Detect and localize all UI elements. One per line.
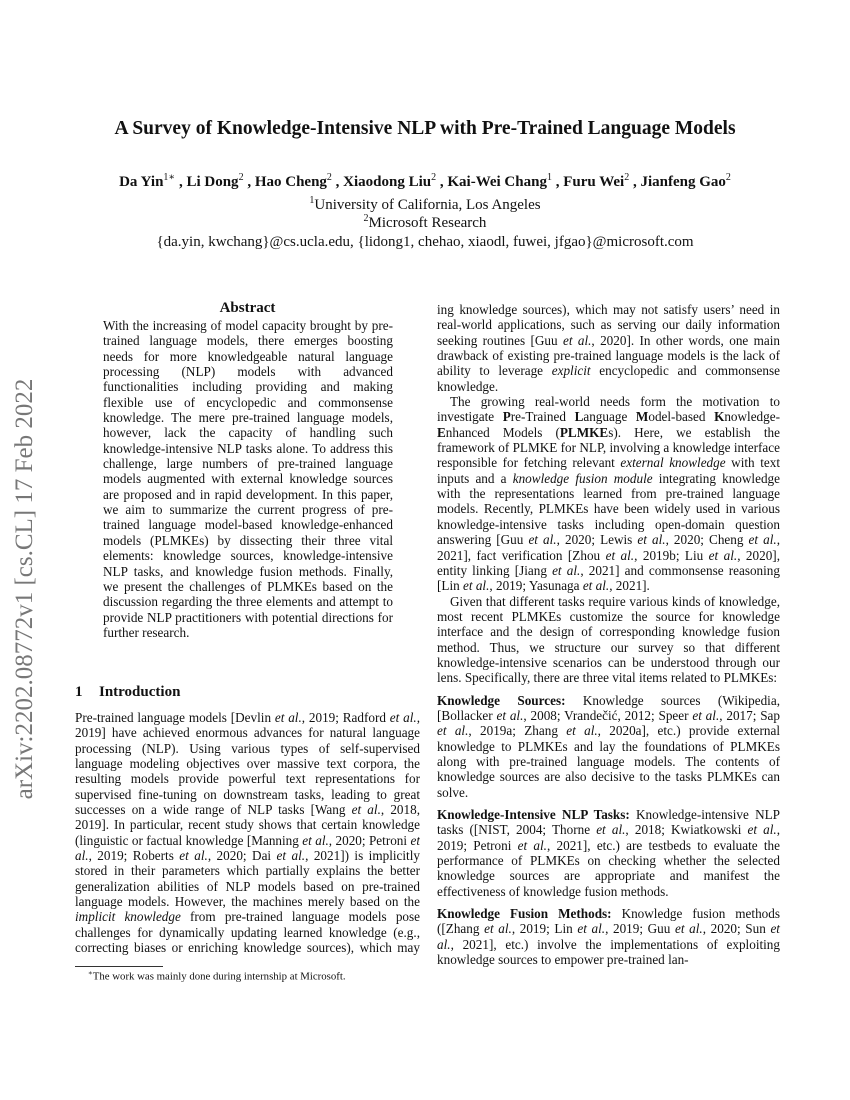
- text-run: , 2019] have achieved enormous advances for natural language processing (NLP). Using various types of self-supervised language modeling objectives over massive text corpora, the resulting models provide powerful text representations for supervised fine-tuning on downstream tasks, leading to great successes on a wide range of NLP tasks [Wang: [75, 710, 420, 818]
- footnote-text: The work was mainly done during internship at Microsoft.: [92, 970, 346, 983]
- italic-text: et al.: [596, 822, 626, 838]
- text-run: anguage: [583, 409, 636, 425]
- paper-title: A Survey of Knowledge-Intensive NLP with Pre-Trained Language Models: [114, 118, 736, 139]
- text-run: , 2020; Sun: [702, 921, 771, 937]
- arxiv-stamp: arXiv:2202.08772v1 [cs.CL] 17 Feb 2022: [11, 378, 38, 800]
- text-run: , 2019; Petroni: [437, 822, 781, 853]
- author: [447, 174, 552, 190]
- text-run: , 2019a; Zhang: [468, 723, 567, 739]
- text-run: odel-based: [648, 409, 715, 425]
- text-run: , 2020; Cheng: [665, 532, 749, 548]
- text-run: Knowledge fusion methods ([Zhang: [437, 906, 780, 937]
- bold-text: E: [437, 424, 446, 440]
- italic-text: et al.: [389, 710, 417, 725]
- text-run: re-Trained: [510, 409, 575, 425]
- italic-text: et al.: [437, 723, 469, 739]
- italic-text: et al.: [274, 710, 302, 725]
- text-run: s). Here, we establish the framework of PLMKE for NLP, involving a knowledge interface responsible for fetching relevant: [437, 424, 780, 471]
- author-name: Jianfeng Gao: [640, 174, 726, 190]
- italic-text: et al.: [302, 832, 329, 848]
- text-run: , 2019b; Liu: [634, 547, 709, 563]
- bold-text: PLMKE: [559, 424, 609, 440]
- affiliation-2: [0, 213, 850, 232]
- italic-text: knowledge fusion module: [512, 470, 653, 486]
- italic-text: et al.: [582, 578, 610, 594]
- bold-text: Knowledge Fusion Methods:: [437, 906, 612, 922]
- text-run: ing knowledge sources), which may not satisfy users’ need in real-world applications, such as serving our daily information seeking routines [Guu: [437, 302, 780, 348]
- affiliation-name: Microsoft Research: [368, 215, 487, 231]
- italic-text: external knowledge: [620, 455, 726, 471]
- bold-text: M: [635, 409, 649, 425]
- right-column: [437, 302, 780, 967]
- italic-text: et al.: [276, 848, 306, 864]
- text-run: , 2021]) is implicitly stored in their parameters which partially explains the better generalization abilities of NLP models based on pre-trained language models. However, the machines merely based on the: [75, 848, 420, 910]
- intro-paragraph-plmke: [437, 394, 780, 593]
- text-run: , 2021], etc.) are testbeds to evaluate the performance of PLMKEs on checking whether the selected knowledge sources are appropriate and manifest the effectiveness of knowledge fusion methods.: [437, 837, 780, 899]
- italic-text: et al.: [517, 837, 547, 853]
- italic-text: et al.: [747, 822, 777, 838]
- author-affiliation-marker: 1: [546, 172, 552, 183]
- italic-text: et al.: [605, 547, 635, 563]
- text-run: nhanced Models (: [445, 424, 560, 440]
- italic-text: et al.: [496, 707, 524, 723]
- author-affiliation-marker: 2: [431, 172, 437, 183]
- text-run: , 2021], fact verification [Zhou: [437, 532, 780, 563]
- text-run: Pre-trained language models [Devlin: [75, 710, 275, 725]
- introduction-left-column: [75, 710, 420, 955]
- text-run: nowledge-: [724, 409, 780, 425]
- intro-paragraph: [75, 710, 420, 955]
- italic-text: et al.: [351, 802, 381, 818]
- text-run: , 2021].: [609, 578, 650, 594]
- author-affiliation-marker: 2: [238, 172, 244, 183]
- text-run: , 2018, 2019]. In particular, recent study shows that certain knowledge (linguistic or factual knowledge [Manning: [75, 802, 420, 848]
- italic-text: implicit knowledge: [75, 909, 181, 925]
- italic-text: et al.: [562, 332, 592, 348]
- text-run: The growing real-world needs form the motivation to investigate: [437, 394, 780, 425]
- affiliation-1: [0, 195, 850, 214]
- author: [563, 174, 629, 190]
- abstract-body: [103, 318, 393, 640]
- text-run: , 2017; Sap: [719, 707, 781, 723]
- author-name: Xiaodong Liu: [343, 174, 432, 190]
- footnote: [88, 969, 346, 983]
- item-knowledge-intensive-tasks: [437, 807, 780, 899]
- italic-text: et al.: [637, 532, 666, 548]
- text-run: , 2020; Petroni: [328, 832, 411, 848]
- author-name: Li Dong: [186, 174, 239, 190]
- italic-text: et al.: [692, 707, 720, 723]
- footnote-mark: ∗: [88, 969, 93, 977]
- text-run: , 2019; Radford: [301, 710, 390, 725]
- item-knowledge-fusion-methods: [437, 906, 780, 967]
- bold-text: L: [574, 409, 584, 425]
- text-run: , 2019; Yasunaga: [489, 578, 583, 594]
- text-run: from pre-trained language models pose challenges for dynamically updating learned knowledge (e.g., correcting biases or enriching knowledge sources), which may: [75, 909, 420, 955]
- text-run: , 2019; Lin: [511, 921, 578, 937]
- italic-text: et al.: [437, 921, 780, 952]
- text-run: , 2018; Kwiatkowski: [625, 822, 748, 838]
- italic-text: et al.: [675, 921, 703, 937]
- italic-text: et al.: [75, 832, 420, 864]
- text-run: Knowledge sources (Wikipedia, [Bollacker: [437, 692, 780, 723]
- text-run: , 2020; Lewis: [556, 532, 638, 548]
- author: [343, 174, 436, 190]
- text-run: encyclopedic and commonsense knowledge.: [437, 363, 780, 394]
- italic-text: et al.: [577, 921, 606, 937]
- author-name: Furu Wei: [563, 174, 625, 190]
- item-knowledge-sources: [437, 693, 780, 800]
- italic-text: et al.: [748, 532, 777, 548]
- bold-text: P: [502, 409, 511, 425]
- author: [186, 174, 243, 190]
- text-run: Knowledge-intensive NLP tasks ([NIST, 2004; Thorne: [437, 807, 780, 838]
- text-run: , 2019; Guu: [605, 921, 675, 937]
- author-name: Kai-Wei Chang: [447, 174, 547, 190]
- author-emails: {da.yin, kwchang}@cs.ucla.edu, {lidong1, chehao, xiaodl, fuwei, jfgao}@microsoft.com: [156, 234, 694, 250]
- author: [640, 174, 730, 190]
- text-run: integrating knowledge with the representations learned from pre-trained language models. Recently, PLMKEs have been widely used in various knowledge-intensive tasks including open-domain question answering [Guu: [437, 470, 780, 548]
- text-run: Given that different tasks require various kinds of knowledge, most recent PLMKEs customize the source for knowledge interface and the design of corresponding knowledge fusion method. Thus, we structure our survey so that different knowledge-intensive scenarios can be understood through our lens. Specifically, there are three vital items related to PLMKEs:: [437, 593, 780, 686]
- affiliation-marker: 1: [309, 195, 315, 206]
- author-affiliation-marker: 2: [326, 172, 332, 183]
- bold-text: Knowledge-Intensive NLP Tasks:: [437, 807, 630, 822]
- abstract-text: With the increasing of model capacity brought by pre-trained language models, there emerges boosting needs for more knowledgeable natural language processing (NLP) models with advanced functionalities including providing and making flexible use of encyclopedic and commonsense knowledge. The mere pre-trained language models, however, lack the capacity of handling such knowledge-intensive NLP tasks alone. To address this challenge, large numbers of pre-trained language models augmented with external knowledge sources are proposed and in rapid development. In this paper, we aim to summarize the current progress of pre-trained language model-based knowledge-enhanced models (PLMKEs) by dissecting their three vital elements: knowledge sources, knowledge-intensive NLP tasks, and knowledge fusion methods. Finally, we present the challenges of PLMKEs based on the discussion regarding the three elements and attempt to provide NLP practitioners with potential directions for further research.: [103, 318, 393, 640]
- author: [255, 174, 332, 190]
- text-run: , 2020; Dai: [207, 848, 277, 864]
- italic-text: et al.: [528, 532, 557, 548]
- italic-text: et al.: [463, 578, 490, 594]
- bold-text: K: [714, 409, 725, 425]
- author-affiliation-marker: 1∗: [163, 172, 176, 183]
- author: [119, 174, 175, 190]
- footnote-rule: [75, 966, 163, 967]
- author-list: Da Yin$^{1∗}$ , Li Dong$^2$ , Hao Cheng$^2$ , Xiaodong Liu$^2$ , Kai-Wei Chang$^1$ , Furu Wei$^2$ , Jianfeng Gao$^2$: [119, 172, 731, 190]
- section-title: Introduction: [99, 684, 181, 700]
- text-run: , 2020]. In other words, one main drawback of existing pre-trained language models is the lack of ability to leverage: [437, 332, 780, 379]
- text-run: with text inputs and a: [437, 455, 780, 486]
- italic-text: explicit: [551, 363, 591, 379]
- text-run: , 2020], entity linking [Jiang: [437, 547, 780, 578]
- author-name: Hao Cheng: [254, 174, 327, 190]
- affiliation-marker: 2: [363, 213, 369, 224]
- bold-text: Knowledge Sources:: [437, 692, 566, 708]
- author-affiliation-marker: 2: [624, 172, 630, 183]
- author-name: Da Yin: [119, 174, 164, 190]
- intro-paragraph-continued: [437, 302, 780, 394]
- section-number: 1: [75, 684, 83, 700]
- italic-text: et al.: [566, 723, 598, 739]
- text-run: , 2019; Roberts: [88, 848, 180, 864]
- text-run: , 2008; Vrandečić, 2012; Speer: [523, 707, 693, 723]
- author-affiliation-marker: 2: [725, 172, 731, 183]
- text-run: , 2021] and commonsense reasoning [Lin: [437, 562, 780, 594]
- italic-text: et al.: [484, 921, 512, 937]
- abstract-heading: Abstract: [219, 300, 276, 316]
- affiliation-name: University of California, Los Angeles: [314, 197, 541, 213]
- intro-paragraph-structure: [437, 594, 780, 686]
- text-run: , 2020a], etc.) provide external knowledge to PLMKEs and lay the foundations of PLMKEs along with pre-trained language models. The contents of knowledge sources are also decisive to the tasks PLMKEs can solve.: [437, 723, 780, 800]
- italic-text: et al.: [179, 848, 208, 864]
- section-heading-introduction: [75, 684, 180, 701]
- italic-text: et al.: [552, 562, 581, 578]
- italic-text: et al.: [708, 547, 738, 563]
- text-run: , 2021], etc.) involve the implementations of exploiting knowledge sources to empower pre-trained lan-: [437, 936, 780, 968]
